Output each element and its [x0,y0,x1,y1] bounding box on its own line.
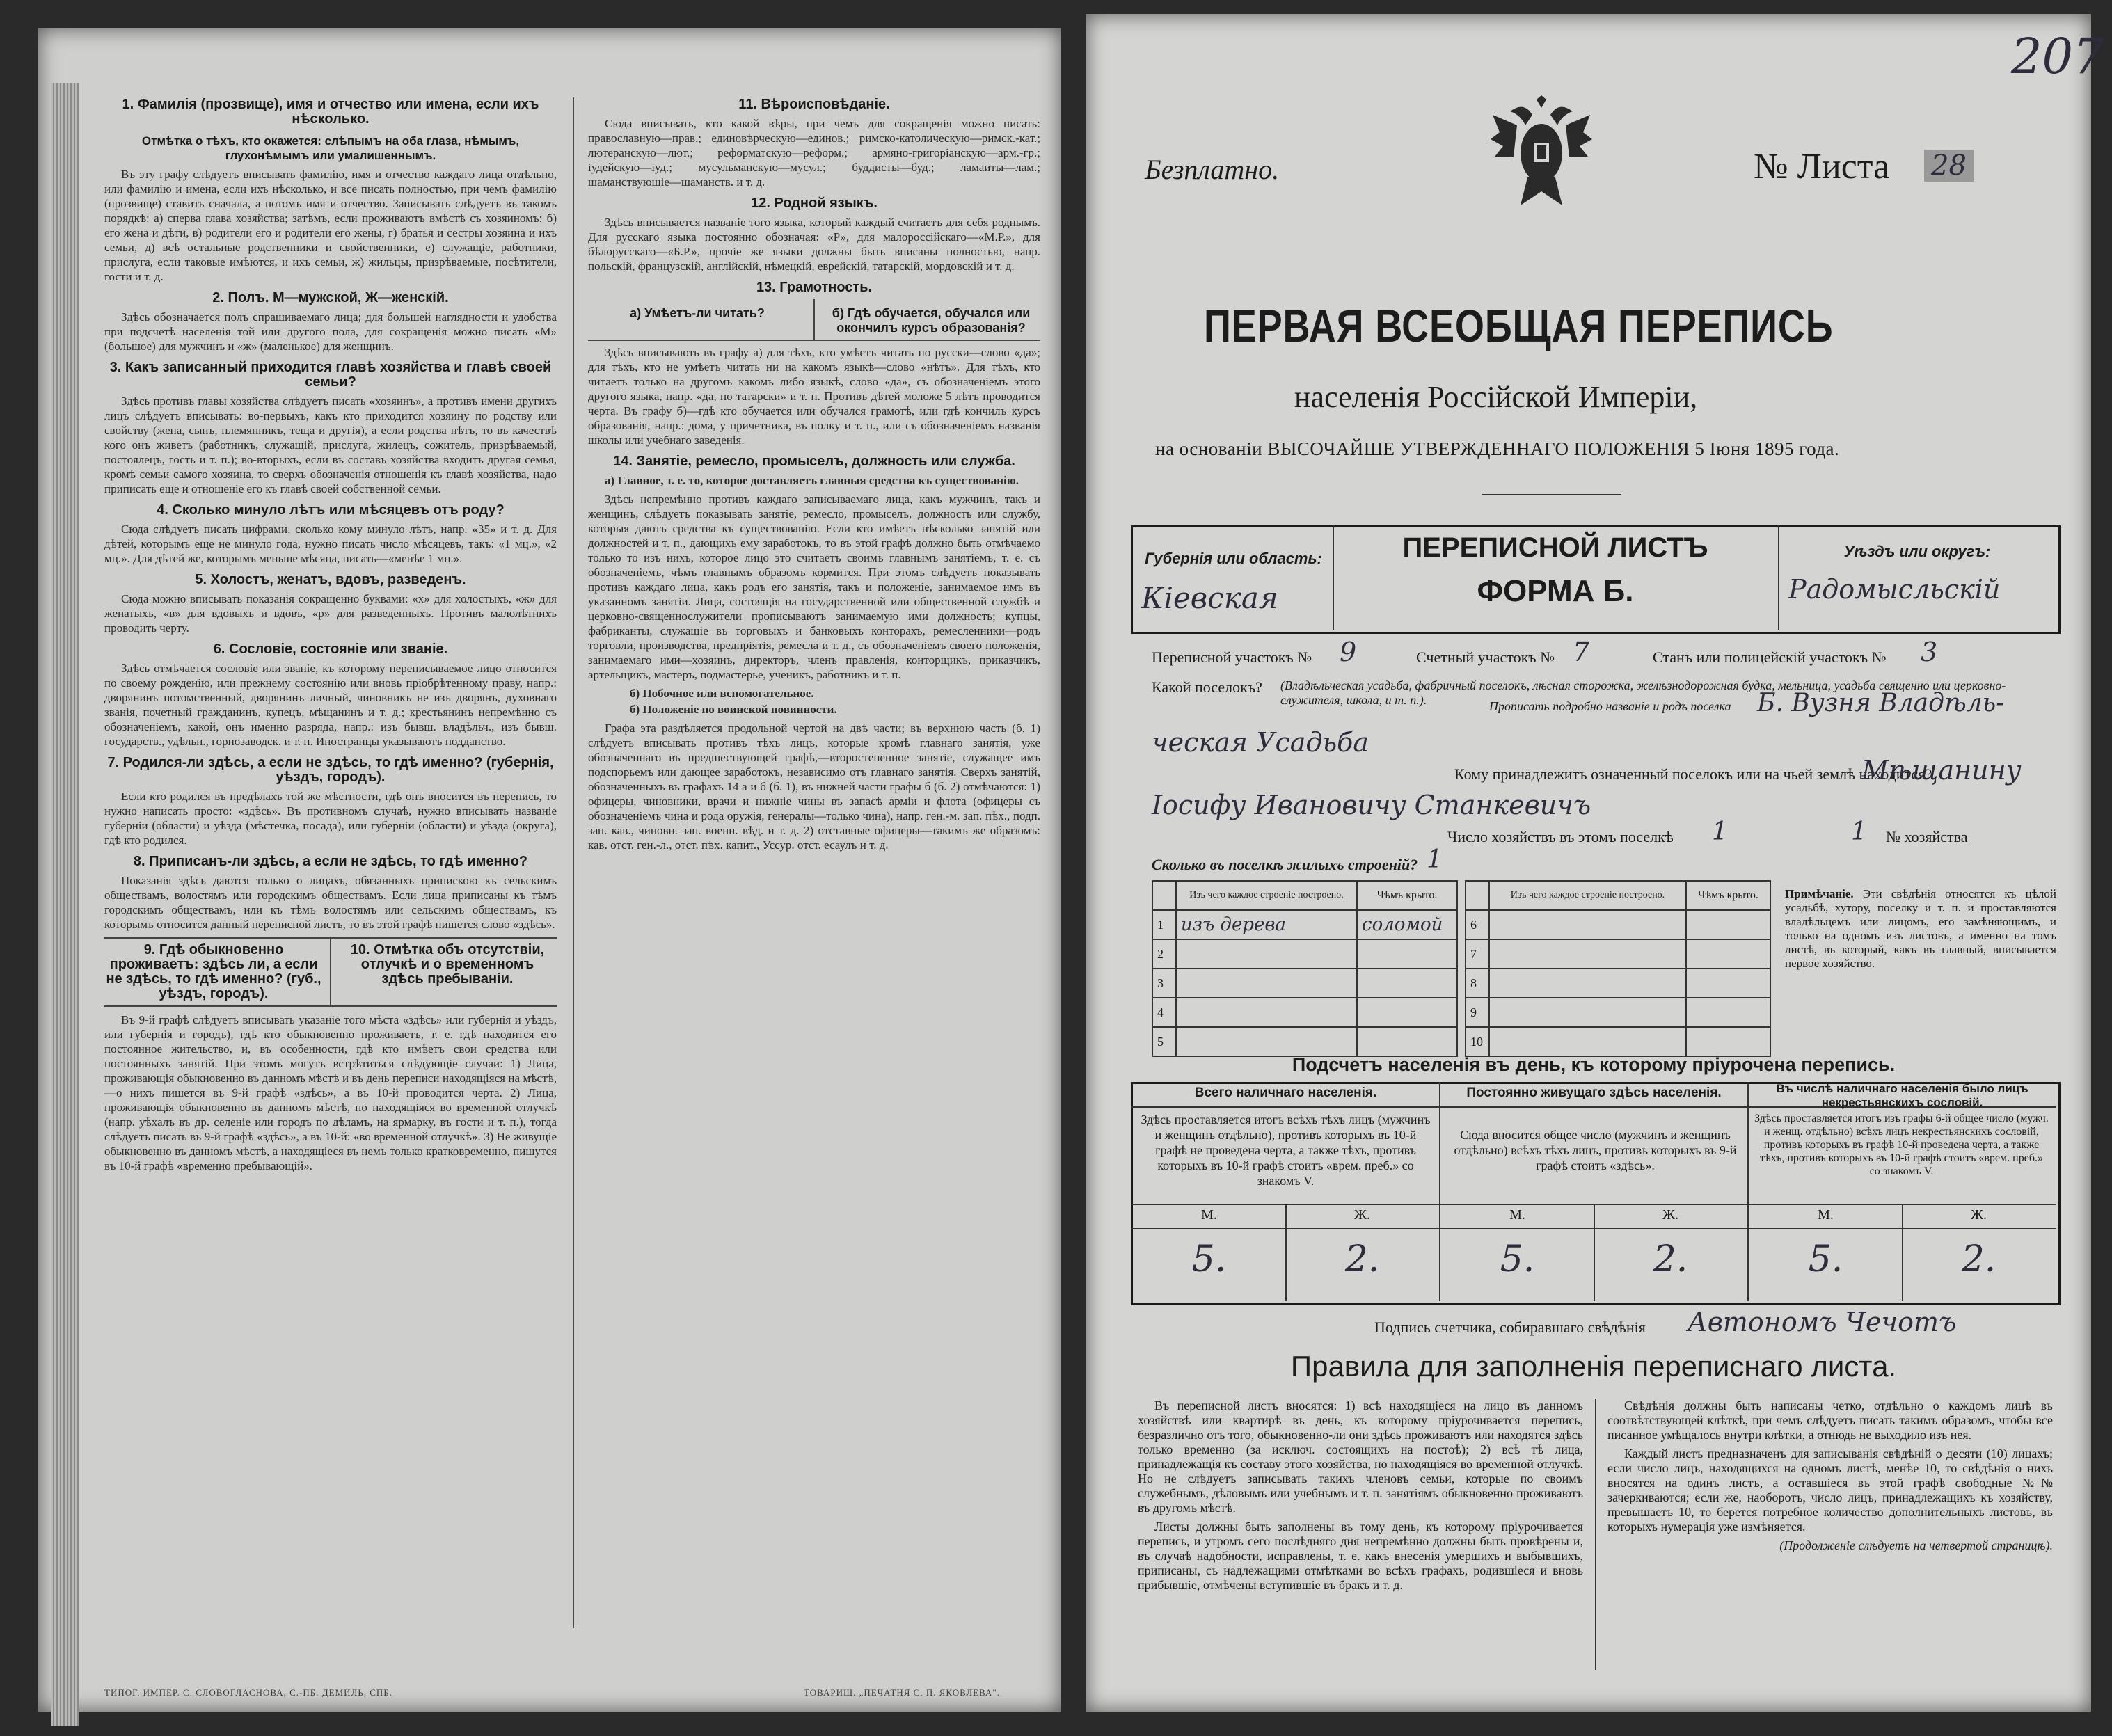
pop-desc-permanent: Сюда вносится общее число (мужчинъ и женщинъ отдѣльно) всѣхъ тѣхъ лицъ, противъ которыхъ въ 9-й графѣ стоитъ «здѣсь». [1454,1128,1737,1172]
section-14b-text: Графа эта раздѣляется продольной чертой на двѣ части; въ верхнюю часть (б. 1) слѣдуетъ вписывать противъ тѣхъ лицъ, которые кромѣ главнаго занятія, уже обозначеннаго въ предшествующей графѣ,—второстепенное занятіе, служащее имъ подспорьемъ или дающее заработокъ, независимо отъ главнаго занятія. Сверхъ занятій, обозначенныхъ въ графахъ 14 а и б (б. 1), въ нижней части графы б (б. 2) отмѣчаются: 1) офицеры, чиновники, врачи и нижніе чины въ запасѣ арміи и флота (офицеры съ обозначеніемъ чина и рода оружія, генералы—только чина), напр. ген.-м. зап. пѣх., подп. зап. кав., чиновн. зап. военн. вѣд. и т. д. 2) отставные офицеры—такимъ же образомъ: кав. отст. ген.-л., отст. пѣх. капит., Уссур. отст. есаулъ и т. д. [588,722,1040,852]
building-row-number: 7 [1466,939,1489,969]
household-number-value: 1 [1851,818,1867,846]
owner-label: Кому принадлежитъ означенный поселокъ или на чьей землѣ находится? [1454,765,1932,783]
section-14-text: Здѣсь непремѣнно противъ каждаго записываемаго лица, какъ мужчинъ, такъ и женщинъ, слѣдуетъ показывать занятіе, ремесло, промыселъ, должность или службу, которыя даютъ средства къ существованію. Если кто имѣетъ нѣсколько занятій или должностей и т. п., дающихъ ему заработокъ, то въ этой графѣ должно быть отмѣчаемо только то изъ нихъ, которое лицо это считаетъ своимъ главнымъ занятіемъ, т. е. съ обозначеніемъ, чѣмъ главнымъ образомъ кормится. При этомъ слѣдуетъ показывать противъ каждаго лица, какъ родъ его занятія, такъ и положеніе, занимаемое имъ въ указанномъ занятіи. Лица, состоящія на государственной или общественной службѣ и церковно-священнослужители прописываютъ занимаемую ими должность; купцы, фабриканты, служащіе въ торговыхъ и банковыхъ конторахъ, ремесленники—родъ торговли, производства, предпріятія, ремесла и т. д., съ обозначеніемъ своего положенія, занимаемаго ими—хозяинъ, директоръ, членъ правленія, конторщикъ, приказчикъ, артельщикъ, мастеръ, подмастерье, ученикъ, работникъ и т. п. [588,493,1040,681]
section-9-text: Въ 9-й графѣ слѣдуетъ вписывать указаніе того мѣста «здѣсь» или губернія и уѣздъ, или губернія и городъ), гдѣ кто обыкновенно проживаетъ, т. е. гдѣ находится его постоянное жительство, и, въ особенности, гдѣ кто имѣетъ свои средства или постоянныхъ занятій. При этомъ могутъ встрѣтиться слѣдующіе случаи: 1) Лица, проживающія обыкновенно въ данномъ мѣстѣ и въ день переписи находящіяся на мѣстѣ,—о нихъ пишется въ 9-й графѣ «здѣсь», а въ 10-й проводится черта. 2) Лица, проживающія обыкновенно въ данномъ мѣстѣ, но находящіяся во временной отлучкѣ (напр. уѣхалъ въ др. селеніе или городъ по дѣламъ, на ярмарку, въ гости и т. п.), тогда слѣдуетъ писать въ 9-й графѣ «здѣсь», а въ 10-й: «во временной отлучкѣ». 3) Не живущіе обыкновенно въ данномъ мѣстѣ, а находящіеся въ немъ только кратковременно, пишутся въ 10-й графѣ «временно пребывающій». [104,1013,557,1172]
section-7-text: Если кто родился въ предѣлахъ той же мѣстности, гдѣ онъ вносится въ перепись, то нужно написать просто: «здѣсь». Въ противномъ случаѣ, нужно вписывать названіе губерніи (области) и уѣзда (мѣстечка, посада), или губерніи (области) и уѣзда (округа), гдѣ кто родился. [104,790,557,847]
building-row-number: 4 [1152,998,1176,1027]
right-page [1086,14,2104,1712]
page-stack-edge [51,83,79,1726]
section-1-title: 1. Фамилія (прозвище), имя и отчество или имена, если ихъ нѣсколько. [122,97,539,127]
note-title: Примѣчаніе. [1785,887,1854,900]
left-column-2 [588,90,1040,857]
settlement-label: Какой поселокъ? [1152,678,1262,696]
section-9-title: 9. Гдѣ обыкновенно проживаетъ: здѣсь ли, а если не здѣсь, то гдѣ именно? (губ., уѣздъ, городъ). [106,942,321,1001]
rules-right-column [1607,1399,2053,1557]
pop-mf-divider-1 [1285,1204,1287,1301]
section-2-text: Здѣсь обозначается полъ спрашиваемаго лица; для большей наглядности и удобства при подсчетѣ населенія той или другого пола, для сокращенія можно писать «М» (большое) для мужчинъ и «ж» (маленькое) для женщинъ. [104,310,557,353]
section-7-title: 7. Родился-ли здѣсь, а если не здѣсь, то гдѣ именно? (губернія, уѣздъ, городъ). [107,755,554,785]
section-8-text: Показанія здѣсь даются только о лицахъ, обязанныхъ припискою къ сельскимъ обществамъ, волостямъ или городскимъ обществамъ. Если лица приписаны къ тѣмъ городскимъ обществамъ, или къ тѣмъ волостямъ или сельскимъ обществамъ, къ которымъ относится данный переписной листъ, то въ этой графѣ пишется слово «здѣсь». [104,874,557,931]
section-13a-title: а) Умѣетъ-ли читать? [630,306,765,320]
right-printer-imprint: ТОВАРИЩ. „ПЕЧАТНЯ С. П. ЯКОВЛЕВА". [804,1687,1000,1698]
owner-value-2: Іосифу Ивановичу Станкевичъ [1152,790,1591,820]
section-3-text: Здѣсь противъ главы хозяйства слѣдуетъ писать «хозяинъ», а противъ имени другихъ лицъ слѣдуетъ вписывать: во-первыхъ, какъ кто приходится хозяину по родству или свойству (жена, сынъ, племянникъ, теща и другія), а если родства нѣтъ, то въ качествѣ кого онъ живетъ (работникъ, служащій, прислуга, жилецъ, сожитель, призрѣваемый, постоялецъ, гость и т. п.); во-вторыхъ, если въ составъ хозяйства входитъ другая семья, кромѣ семьи самого хозяина, то сверхъ обозначенія отношенія къ главѣ хозяйства, надо приписать еще и отношеніе его къ главѣ своей собственной семьи. [104,395,557,495]
building-row [1466,910,1770,939]
section-13-subheaders [588,299,1040,341]
section-13b-title: б) Гдѣ обучается, обучался или окончилъ курсъ образованія? [832,306,1031,335]
settlement-hint: (Владѣльческая усадьба, фабричный поселокъ, лѣсная сторожка, желѣзнодорожная будка, мельница, усадьба священно или церковно-служителя, школа, и т. п.). [1280,678,2006,707]
section-13-title: 13. Грамотность. [756,280,873,295]
pop-perm-m-value: 5. [1500,1239,1535,1280]
pop-total-m-value: 5. [1191,1239,1227,1280]
household-number-label: № хозяйства [1886,828,1968,845]
left-printer-imprint: ТИПОГ. ИМПЕР. С. СЛОВОГЛАСНОВА, С.-ПБ. ДЕМИЛЬ, СПБ. [104,1687,393,1698]
owner-value-1: Мѣщанину [1861,755,2022,786]
building-row-number: 5 [1152,1027,1176,1056]
section-3-title: 3. Какъ записанный приходится главѣ хозяйства и главѣ своей семьи? [109,360,552,390]
building-row [1152,910,1457,939]
continue-note: (Продолженіе слѣдуетъ на четвертой страницѣ). [1779,1538,2053,1552]
form-type: ФОРМА Б. [1477,574,1634,608]
pop-total-zh-label: Ж. [1354,1207,1370,1223]
pop-np-zh-label: Ж. [1971,1207,1987,1223]
rules-paragraph-3: Свѣдѣнія должны быть написаны четко, отдѣльно о каждомъ лицѣ въ соотвѣтствующей клѣткѣ, при чемъ слѣдуетъ писать такимъ образомъ, чтобы все писанное умѣщалось внутри клѣтки, а отнюдь не выходило изъ нея. [1607,1399,2053,1442]
section-14a-title: а) Главное, т. е. то, которое доставляетъ главныя средства къ существованію. [605,474,1019,487]
section-1-text: Въ эту графу слѣдуетъ вписывать фамилію, имя и отчество каждаго лица отдѣльно, или фамилію и имена, если ихъ нѣсколько, и все писать полностью, при чемъ фамилію (прозвище) ставить сначала, а потомъ имя и отчество. Записывать слѣдуетъ въ такомъ порядкѣ: а) сперва глава хозяйства; затѣмъ, если проживаютъ вмѣстѣ съ хозяиномъ: б) его жена и дѣти, в) родители его и родители его жены, г) братья и сестры хозяина и ихъ семьи, д) всѣ остальные родственники и свойственники, е) служащіе, работники, прислуга, если таковые имѣются, и ихъ семьи, ж) жильцы, призрѣваемые, посѣтители, гости и т. д. [104,168,557,283]
building-row [1152,969,1457,998]
section-11-title: 11. Вѣроисповѣданіе. [738,97,890,112]
archive-number: 207 [2011,28,2104,85]
building-row-number: 3 [1152,969,1176,998]
building-row [1152,939,1457,969]
counting-district-value: 7 [1573,637,1590,667]
imperial-eagle-icon [1489,94,1594,212]
dwellings-label: Сколько въ поселкѣ жилыхъ строеній? [1152,856,1418,873]
pop-perm-zh-label: Ж. [1662,1207,1678,1223]
section-5-title: 5. Холостъ, женатъ, вдовъ, разведенъ. [195,572,466,587]
section-2-title: 2. Полъ. М—мужской, Ж—женскій. [212,290,449,305]
population-count-title: Подсчетъ населенія въ день, къ которому пріурочена перепись. [1292,1054,1896,1075]
free-label: Безплатно. [1145,154,1280,185]
pop-divider-2 [1747,1082,1749,1301]
pop-np-m-value: 5. [1808,1239,1843,1280]
pop-divider-1 [1439,1082,1440,1301]
rules-left-column [1138,1399,1583,1597]
rules-paragraph-2: Листы должны быть заполнены въ тому день, къ которому пріурочивается перепись, и утромъ сего послѣдняго дня непремѣнно должны быть провѣрены и, въ случаѣ надобности, исправлены, т. е. какъ внесенія умершихъ и выбывшихъ, приписаны, съ надлежащими отмѣтками во всѣхъ графахъ, родившіеся и вновь прибывшіе, отмѣчены вступившіе въ бракъ и т. д. [1138,1520,1583,1592]
section-12-title: 12. Родной языкъ. [751,196,878,211]
building-row [1466,1027,1770,1056]
building-row [1466,969,1770,998]
section-8-title: 8. Приписанъ-ли здѣсь, а если не здѣсь, то гдѣ именно? [133,854,528,869]
sheet-number-value: 28 [1924,150,1974,182]
section-9-10-header [104,937,557,1007]
left-page [38,28,1061,1712]
pop-total-zh-value: 2. [1344,1239,1380,1280]
section-14-title: 14. Занятіе, ремесло, промыселъ, должность или служба. [613,454,1015,469]
pop-perm-m-label: М. [1509,1207,1525,1223]
pop-total-m-label: М. [1201,1207,1217,1223]
settlement-value-1: Б. Вузня Владѣль- [1757,689,2005,717]
pop-np-zh-value: 2. [1961,1239,1996,1280]
section-14b-title: б) Побочное или вспомогательное. [630,687,814,700]
rules-paragraph-4: Каждый листъ предназначенъ для записыванія свѣдѣній о десяти (10) лицахъ; если число лицъ, находящихся на одномъ листѣ, менѣе 10, то свѣдѣнія о нихъ вносятся на одинъ листъ, а оставшіеся въ этой графѣ свободные №№ зачеркиваются; если же, наоборотъ, число лицъ, принадлежащихъ къ хозяйству, превышаетъ 10, то берется потребное количество дополнительныхъ листовъ, въ которыхъ нумерація уже измѣняется. [1607,1447,2053,1534]
building-row-number: 1 [1152,910,1176,939]
form-header-divider-left [1333,525,1334,630]
building-material: изъ дерева [1176,910,1357,939]
rules-divider [1595,1399,1596,1670]
pop-head-total: Всего наличнаго населенія. [1194,1085,1377,1100]
building-row [1152,1027,1457,1056]
section-14b2-title: б) Положеніе по воинской повинности. [630,703,837,716]
census-district-label: Переписной участокъ № [1152,648,1312,666]
section-6-text: Здѣсь отмѣчается сословіе или званіе, къ которому переписываемое лицо относится по своему рожденію, или прежнему состоянію или вновь пріобрѣтенному праву, напр.: дворянинъ потомственный, дворянинъ личный, чиновникъ не изъ дворянъ, духовнаго званія, почетный гражданинъ, купецъ, мѣщанинъ и т. д.; крестьянинъ непремѣнно съ обозначеніемъ, какой, онъ именно разряда, напр.: изъ бывш. владѣльч., изъ бывш. государств., удѣльн., горнозаводск. и т. п. Иностранцы указываютъ подданство. [104,662,557,748]
building-roof-header-2: Чѣмъ крыто. [1686,881,1770,910]
pop-np-m-label: М. [1818,1207,1834,1223]
pop-desc-total: Здѣсь проставляется итогъ всѣхъ тѣхъ лицъ (мужчинъ и женщинъ отдѣльно), противъ которыхъ въ 10-й графѣ не проведена черта, а также тѣхъ, противъ которыхъ въ 10-й графѣ стоитъ «врем. преб.» со знакомъ V. [1141,1113,1431,1188]
building-material-header-2: Изъ чего каждое строеніе построено. [1489,881,1686,910]
pop-head-permanent: Постоянно живущаго здѣсь населенія. [1466,1085,1722,1100]
building-row [1152,998,1457,1027]
section-13-text: Здѣсь вписывають въ графу а) для тѣхъ, кто умѣетъ читать по русски—слово «да»; для тѣхъ, кто не умѣетъ читать ни на какомъ языкѣ—слово «нѣтъ». Для тѣхъ, кто читаетъ только на другомъ какомъ либо языкѣ, слово «да», съ обозначеніемъ этого другого языка, напр. «да, по татарски» и т. п. Противъ дѣтей моложе 5 лѣтъ проводится черта. Въ графу б)—гдѣ кто обучается или обучался грамотѣ, или гдѣ кончилъ курсъ образованія, напр.: дома, у причетника, въ полку и т. п., или съ обозначеніемъ названія школы или учебнаго заведенія. [588,346,1040,447]
rules-paragraph-1: Въ переписной листъ вносятся: 1) всѣ находящіеся на лицо въ данномъ хозяйствѣ или квартирѣ въ день, къ которому пріурочивается перепись, безразлично отъ того, обыкновенно-ли они здѣсь проживаютъ или находятся здѣсь только временно (за исключ. состоящихъ на постоѣ); 2) всѣ тѣ лица, принадлежащія къ составу этого хозяйства, но находящіяся во временной отлучкѣ. Но не слѣдуетъ записывать такихъ членовъ семьи, которые по своимъ служебнымъ, дѣловымъ или учебнымъ и т. п. занятіямъ обыкновенно проживаютъ въ другомъ мѣстѣ. [1138,1399,1583,1515]
section-5-text: Сюда можно вписывать показанія сокращенно буквами: «х» для холостыхъ, «ж» для женатыхъ, «в» для вдовыхъ и вдовъ, «р» для разведенныхъ. Противъ малолѣтнихъ проводить черту. [104,592,557,635]
sheet-number-label: № Листа [1754,147,1890,186]
note-text: Эти свѣдѣнія относятся къ цѣлой усадьбѣ, хутору, поселку и т. п. и проставляются владѣльцемъ или лицомъ, его замѣняющимъ, и только на одномъ изъ листовъ, а именно на томъ листѣ, въ который, какъ въ главный, вписывается первое хозяйство. [1785,887,2057,970]
uezd-value: Радомысльскій [1788,574,2001,605]
census-district-value: 9 [1340,637,1357,667]
form-title: ПЕРЕПИСНОЙ ЛИСТЪ [1402,532,1708,563]
left-column-1 [104,90,557,1177]
building-row-number: 8 [1466,969,1489,998]
census-basis: на основаніи ВЫСОЧАЙШЕ УТВЕРЖДЕННАГО ПОЛОЖЕНІЯ 5 Іюня 1895 года. [1155,438,1840,459]
pop-head-nonpeasant: Въ числѣ наличнаго населенія было лицъ некрестьянскихъ сословій. [1776,1082,2028,1109]
section-11-text: Сюда вписывать, кто какой вѣры, при чемъ для сокращенія можно писать: православную—прав.; единовѣрческую—единов.; римско-католическую—римск.-кат.; лютеранскую—лют.; реформатскую—реформ.; армяно-григоріанскую—арм.-гр.; іудейскую—іуд.; мусульманскую—мусул.; буддисты—буд.; ламаиты—лам.; шаманствующіе—шаманств. и т. д. [588,117,1040,189]
building-roof: соломой [1357,910,1457,939]
pop-mf-divider-2 [1594,1204,1595,1301]
section-10-title: 10. Отмѣтка объ отсутствіи, отлучкѣ и о временномъ здѣсь пребываніи. [350,942,545,987]
pop-perm-zh-value: 2. [1653,1239,1688,1280]
section-4-title: 4. Сколько минуло лѣтъ или мѣсяцевъ отъ роду? [157,502,505,518]
households-count-value: 1 [1712,818,1728,846]
pop-mf-divider-3 [1902,1204,1903,1301]
form-header-divider-right [1778,525,1779,630]
section-6-title: 6. Сословіе, состояніе или званіе. [213,642,448,657]
police-district-label: Станъ или полицейскій участокъ № [1653,648,1887,666]
building-row-number: 6 [1466,910,1489,939]
counter-signature-label: Подпись счетчика, собиравшаго свѣдѣнія [1374,1319,1646,1336]
census-subtitle: населенія Россійской Имперіи, [1294,380,1698,414]
gubernia-label: Губернія или область: [1145,550,1322,567]
buildings-table-right [1465,880,1771,1057]
households-count-label: Число хозяйствъ въ этомъ поселкѣ [1447,828,1674,845]
column-divider [573,97,574,1628]
dwellings-value: 1 [1427,845,1443,874]
section-4-text: Сюда слѣдуетъ писать цифрами, сколько кому минуло лѣтъ, напр. «35» и т. д. Для дѣтей, которымъ еще не минуло года, нужно писать число мѣсяцевъ, такъ: «1 мц.», «2 мц.». Для дѣтей же, которымъ меньше мѣсяца, писать—«менѣе 1 мц.». [104,523,557,565]
rules-title: Правила для заполненія переписнаго листа. [1290,1350,1897,1383]
settlement-value-2: ческая Усадьба [1152,727,1369,758]
section-9-10-divider [330,939,331,1005]
police-district-value: 3 [1921,637,1938,667]
buildings-table-left [1152,880,1458,1057]
title-rule [1482,494,1621,495]
building-roof-header: Чѣмъ крыто. [1357,881,1457,910]
counting-district-label: Счетный участокъ № [1416,648,1555,666]
building-row-number: 10 [1466,1027,1489,1056]
census-title: ПЕРВАЯ ВСЕОБЩАЯ ПЕРЕПИСЬ [1204,300,1834,351]
uezd-label: Уѣздъ или округъ: [1843,543,1991,560]
section-12-text: Здѣсь вписывается названіе того языка, который каждый считаетъ для себя роднымъ. Для русскаго языка постоянно обозначая: «Р», для малороссійскаго—«М.Р.», для бѣлорусскаго—«Б.Р.», прочіе же языки должны быть вписаны полностью, напр. польскій, французскій, англійскій, нѣмецкій, еврейскій, татарскій, мордовскій и т. д. [588,216,1040,273]
settlement-hint-2: Прописать подробно названіе и родъ поселка [1489,699,1731,713]
buildings-note [1785,887,2056,971]
building-row-number: 9 [1466,998,1489,1027]
pop-desc-nonpeasant: Здѣсь проставляется итогъ изъ графы 6-й общее число (мужч. и женщ. отдѣльно) всѣхъ лицъ некрестьянскихъ сословій, противъ которыхъ въ графѣ 10-й проведена черта, а также тѣхъ, противъ которыхъ въ 10-й графѣ стоитъ «врем. преб.» со знакомъ V. [1754,1113,2049,1177]
section-1-subtitle: Отмѣтка о тѣхъ, кто окажется: слѣпымъ на оба глаза, нѣмымъ, глухонѣмымъ или умалишеннымъ. [141,134,520,162]
building-row [1466,998,1770,1027]
building-row-number: 2 [1152,939,1176,969]
building-material-header: Изъ чего каждое строеніе построено. [1176,881,1357,910]
section-13-divider [813,299,815,340]
building-row [1466,939,1770,969]
counter-signature-value: Автономъ Чечотъ [1688,1307,1957,1337]
gubernia-value: Кіевская [1141,581,1278,615]
